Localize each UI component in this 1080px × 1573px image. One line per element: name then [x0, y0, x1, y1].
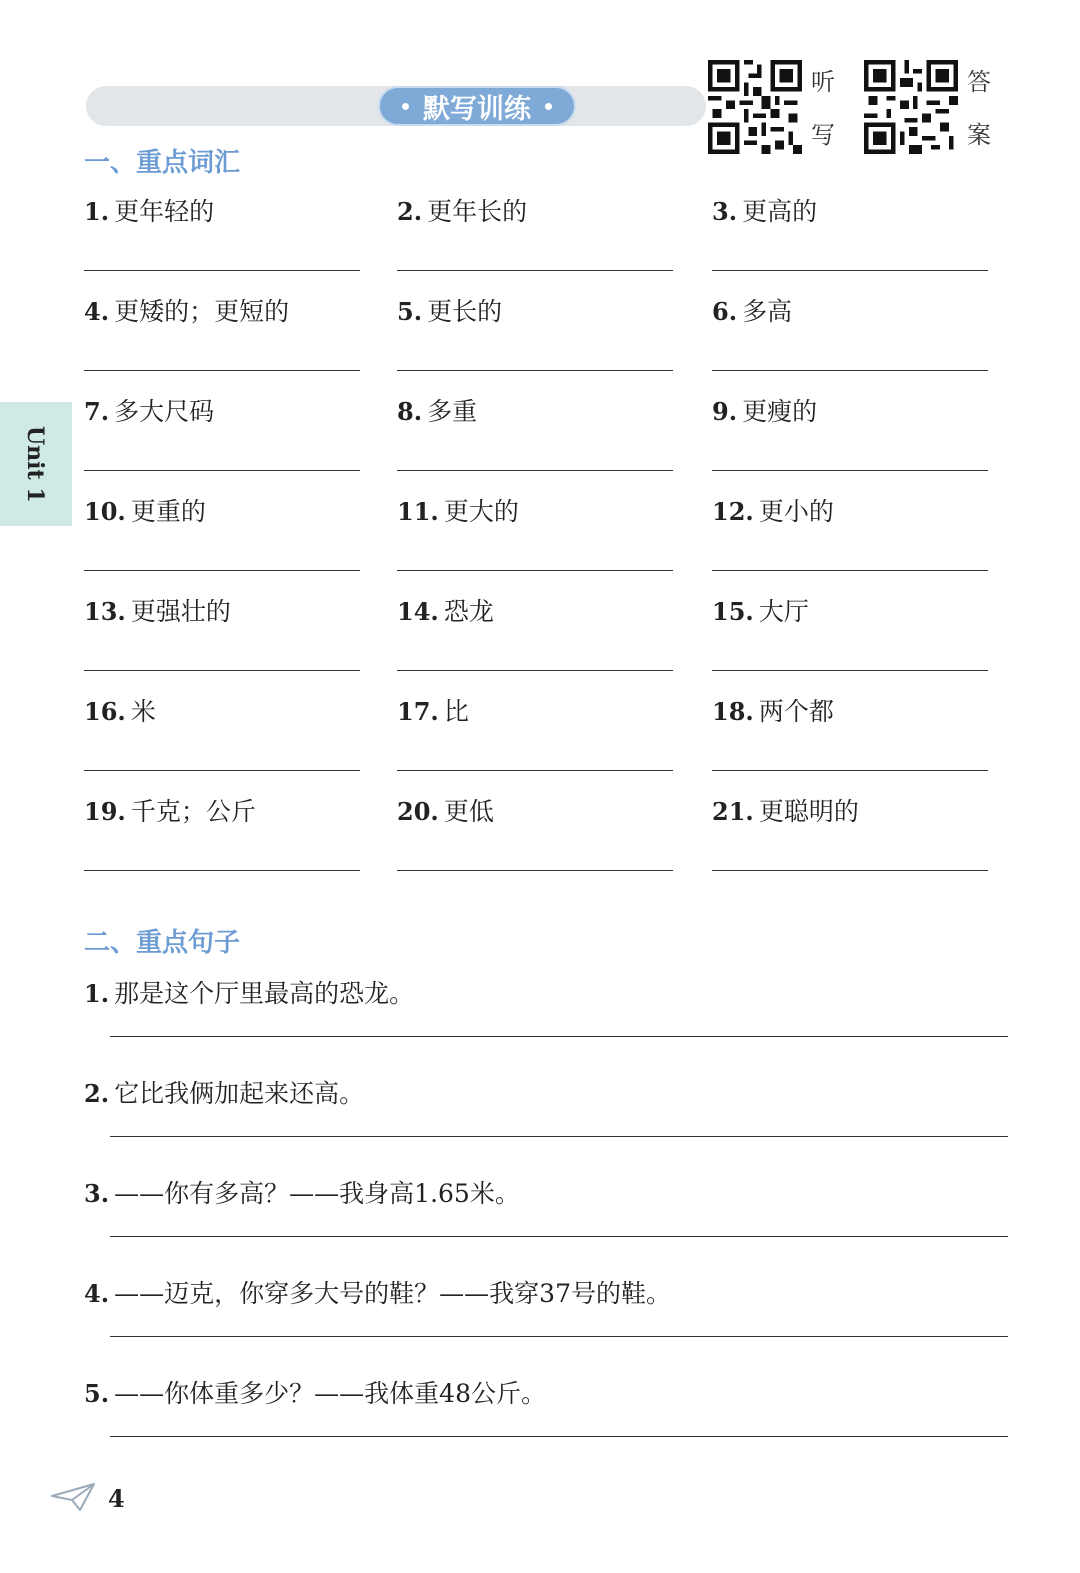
answer-line[interactable]: [397, 270, 673, 271]
page-title: 默写训练: [423, 93, 531, 125]
sentence-item: 3. ——你有多高？——我身高1.65米。: [84, 1174, 1008, 1274]
qr-code-listen-icon[interactable]: [708, 60, 802, 154]
unit-side-tab: [0, 402, 72, 526]
page-number: 4: [108, 1484, 125, 1513]
answer-line[interactable]: [84, 870, 360, 871]
answer-line[interactable]: [84, 370, 360, 371]
vocab-item: 18. 两个都: [712, 692, 990, 792]
qr-answer-label: 答 案: [967, 68, 991, 149]
answer-line[interactable]: [110, 1436, 1008, 1437]
vocab-item: 13. 更强壮的: [84, 592, 362, 692]
answer-line[interactable]: [397, 570, 673, 571]
vocab-item: 4. 更矮的；更短的: [84, 292, 362, 392]
vocab-item: 14. 恐龙: [397, 592, 675, 692]
answer-line[interactable]: [84, 570, 360, 571]
answer-line[interactable]: [397, 670, 673, 671]
vocab-item: 9. 更瘦的: [712, 392, 990, 492]
vocab-section-heading: 一、重点词汇: [84, 148, 241, 178]
vocab-item: 5. 更长的: [397, 292, 675, 392]
vocab-item: 6. 多高: [712, 292, 990, 392]
section-title-badge: [378, 86, 576, 126]
qr-code-answer-icon[interactable]: [864, 60, 958, 154]
sentence-item: 4. ——迈克，你穿多大号的鞋？——我穿37号的鞋。: [84, 1274, 1008, 1374]
vocab-item: 1. 更年轻的: [84, 192, 362, 292]
sentence-item: 2. 它比我俩加起来还高。: [84, 1074, 1008, 1174]
unit-label: Unit 1: [22, 426, 48, 503]
vocab-item: 7. 多大尺码: [84, 392, 362, 492]
vocab-item: 11. 更大的: [397, 492, 675, 592]
answer-line[interactable]: [84, 270, 360, 271]
vocab-item: 10. 更重的: [84, 492, 362, 592]
vocab-item: 16. 米: [84, 692, 362, 792]
vocab-item: 12. 更小的: [712, 492, 990, 592]
vocab-item: 21. 更聪明的: [712, 792, 990, 892]
bullet-dot-icon: [402, 103, 409, 110]
answer-line[interactable]: [110, 1236, 1008, 1237]
answer-line[interactable]: [110, 1136, 1008, 1137]
answer-line[interactable]: [712, 270, 988, 271]
answer-line[interactable]: [84, 470, 360, 471]
vocab-item: 8. 多重: [397, 392, 675, 492]
paper-plane-icon: [50, 1482, 96, 1512]
vocab-item: 19. 千克；公斤: [84, 792, 362, 892]
answer-line[interactable]: [110, 1336, 1008, 1337]
answer-line[interactable]: [397, 870, 673, 871]
vocab-item: 17. 比: [397, 692, 675, 792]
answer-line[interactable]: [110, 1036, 1008, 1037]
answer-line[interactable]: [712, 570, 988, 571]
sentence-item: 5. ——你体重多少？——我体重48公斤。: [84, 1374, 1008, 1474]
bullet-dot-icon: [545, 103, 552, 110]
answer-line[interactable]: [712, 870, 988, 871]
vocab-item: 2. 更年长的: [397, 192, 675, 292]
answer-line[interactable]: [397, 370, 673, 371]
answer-line[interactable]: [712, 770, 988, 771]
answer-line[interactable]: [397, 470, 673, 471]
answer-line[interactable]: [397, 770, 673, 771]
vocab-item: 20. 更低: [397, 792, 675, 892]
vocab-item: 15. 大厅: [712, 592, 990, 692]
answer-line[interactable]: [84, 670, 360, 671]
sentence-section-heading: 二、重点句子: [84, 928, 241, 958]
answer-line[interactable]: [712, 670, 988, 671]
answer-line[interactable]: [712, 470, 988, 471]
vocab-item: 3. 更高的: [712, 192, 990, 292]
qr-listen-label: 听 写: [811, 68, 835, 149]
sentence-item: 1. 那是这个厅里最高的恐龙。: [84, 974, 1008, 1074]
answer-line[interactable]: [84, 770, 360, 771]
answer-line[interactable]: [712, 370, 988, 371]
